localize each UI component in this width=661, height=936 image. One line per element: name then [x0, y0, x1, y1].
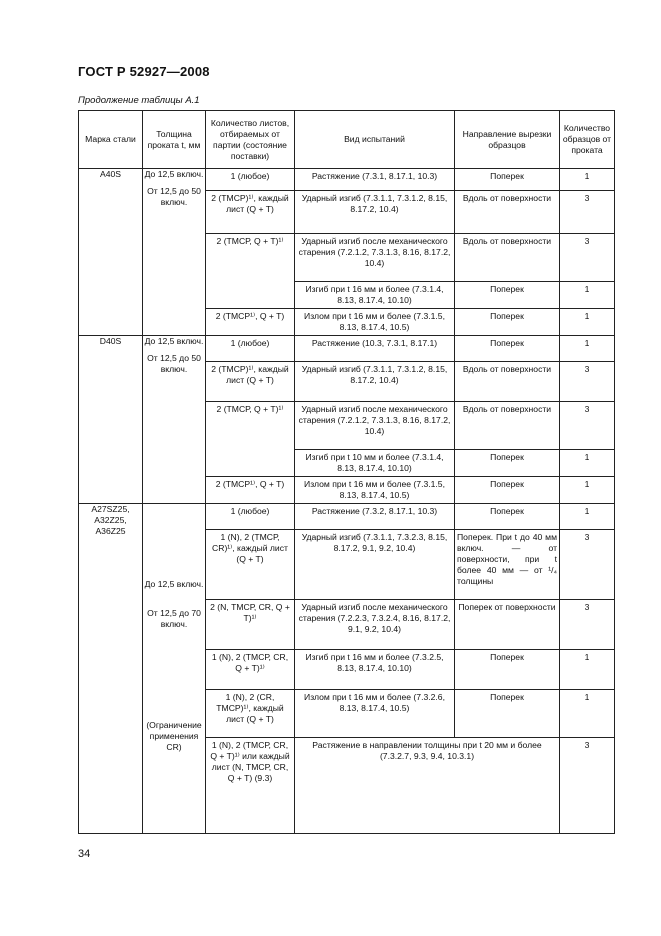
- qty-cell: 2 (ТМСР, Q + T)¹⁾: [206, 402, 295, 477]
- qty-cell: 1 (любое): [206, 336, 295, 362]
- direction-cell: Поперек: [455, 450, 560, 477]
- direction-cell: Поперек: [455, 650, 560, 690]
- count-cell: 3: [560, 191, 615, 234]
- direction-cell: Поперек от поверхности: [455, 600, 560, 650]
- test-cell: Ударный изгиб (7.3.1.1, 7.3.1.2, 8.15, 8.17.2, 10.4): [295, 191, 455, 234]
- table-row: [79, 504, 615, 530]
- col-header-qty: Количество листов, отбираемых от партии (состояние поставки): [206, 111, 295, 169]
- qty-cell: 2 (ТМСР¹⁾, Q + T): [206, 309, 295, 336]
- count-cell: 1: [560, 282, 615, 309]
- test-cell: Изгиб при t 16 мм и более (7.3.2.5, 8.13, 8.17.4, 10.10): [295, 650, 455, 690]
- grade-cell: A40S: [79, 169, 143, 336]
- col-header-test: Вид испытаний: [295, 111, 455, 169]
- table-caption: Продолжение таблицы А.1: [78, 95, 200, 106]
- thickness-cell: [143, 336, 206, 504]
- test-cell: Излом при t 16 мм и более (7.3.2.6, 8.13, 8.17.4, 10.5): [295, 690, 455, 738]
- direction-cell: Поперек. При t до 40 мм включ. — от поверхности, при t более 40 мм — от ¹/₄ толщины: [455, 530, 560, 600]
- count-cell: 3: [560, 738, 615, 834]
- table-header-row: [79, 111, 615, 169]
- sampling-table: [78, 110, 615, 834]
- direction-cell: Поперек: [455, 169, 560, 191]
- thickness-range: От 12,5 до 50 включ.: [147, 353, 201, 374]
- test-cell: Растяжение в направлении толщины при t 20 мм и более (7.3.2.7, 9.3, 9.4, 10.3.1): [295, 738, 560, 834]
- qty-cell: 2 (ТМСР, Q + T)¹⁾: [206, 234, 295, 309]
- qty-cell: 1 (любое): [206, 504, 295, 530]
- thickness-cell: [143, 169, 206, 336]
- test-cell: Ударный изгиб после механического старения (7.2.1.2, 7.3.1.3, 8.16, 8.17.2, 10.4): [295, 402, 455, 450]
- direction-cell: Поперек: [455, 504, 560, 530]
- qty-cell: 1 (любое): [206, 169, 295, 191]
- col-header-count: Количество образцов от проката: [560, 111, 615, 169]
- test-cell: Растяжение (10.3, 7.3.1, 8.17.1): [295, 336, 455, 362]
- count-cell: 1: [560, 504, 615, 530]
- test-cell: Ударный изгиб (7.3.1.1, 7.3.2.3, 8.15, 8.17.2, 9.1, 9.2, 10.4): [295, 530, 455, 600]
- count-cell: 1: [560, 650, 615, 690]
- qty-cell: 2 (ТМСР¹⁾, Q + T): [206, 477, 295, 504]
- qty-cell: 1 (N), 2 (ТМСР, CR, Q + T)¹⁾ или каждый лист (N, ТМСР, CR, Q + T) (9.3): [206, 738, 295, 834]
- direction-cell: Вдоль от поверхности: [455, 191, 560, 234]
- qty-cell: 2 (ТМСР)¹⁾, каждый лист (Q + T): [206, 191, 295, 234]
- count-cell: 3: [560, 402, 615, 450]
- test-cell: Излом при t 16 мм и более (7.3.1.5, 8.13, 8.17.4, 10.5): [295, 477, 455, 504]
- direction-cell: Поперек: [455, 690, 560, 738]
- count-cell: 3: [560, 530, 615, 600]
- count-cell: 3: [560, 600, 615, 650]
- count-cell: 1: [560, 477, 615, 504]
- direction-cell: Поперек: [455, 282, 560, 309]
- table-row: [79, 336, 615, 362]
- thickness-cell: [143, 504, 206, 834]
- col-header-thickness: Толщина проката t, мм: [143, 111, 206, 169]
- grade-cell: D40S: [79, 336, 143, 504]
- direction-cell: Поперек: [455, 309, 560, 336]
- direction-cell: Вдоль от поверхности: [455, 402, 560, 450]
- thickness-range: До 12,5 включ.: [144, 336, 204, 346]
- test-cell: Ударный изгиб после механического старения (7.2.1.2, 7.3.1.3, 8.16, 8.17.2, 10.4): [295, 234, 455, 282]
- test-cell: Излом при t 16 мм и более (7.3.1.5, 8.13, 8.17.4, 10.5): [295, 309, 455, 336]
- thickness-range: От 12,5 до 50 включ.: [147, 186, 201, 207]
- count-cell: 1: [560, 336, 615, 362]
- test-cell: Растяжение (7.3.1, 8.17.1, 10.3): [295, 169, 455, 191]
- thickness-range: До 12,5 включ.: [144, 578, 204, 589]
- qty-cell: 1 (N), 2 (CR, ТМСР)¹⁾, каждый лист (Q + T): [206, 690, 295, 738]
- thickness-range: До 12,5 включ.: [144, 169, 204, 179]
- count-cell: 3: [560, 362, 615, 402]
- document-title: ГОСТ Р 52927—2008: [78, 64, 210, 79]
- col-header-grade: Марка стали: [79, 111, 143, 169]
- direction-cell: Поперек: [455, 336, 560, 362]
- test-cell: Ударный изгиб после механического старения (7.2.2.3, 7.3.2.4, 8.16, 8.17.2, 9.1, 9.2, 10.4): [295, 600, 455, 650]
- thickness-range: От 12,5 до 70 включ.: [147, 607, 201, 629]
- thickness-note: (Ограничение применения CR): [146, 719, 202, 752]
- qty-cell: 2 (ТМСР)¹⁾, каждый лист (Q + T): [206, 362, 295, 402]
- grade-cell: A27SZ25, A32Z25, A36Z25: [79, 504, 143, 834]
- count-cell: 1: [560, 309, 615, 336]
- count-cell: 3: [560, 234, 615, 282]
- page-number: 34: [78, 848, 91, 860]
- count-cell: 1: [560, 169, 615, 191]
- col-header-direction: Направление вырезки образцов: [455, 111, 560, 169]
- qty-cell: 2 (N, ТМСР, CR, Q + T)¹⁾: [206, 600, 295, 650]
- qty-cell: 1 (N), 2 (ТМСР, CR, Q + T)¹⁾: [206, 650, 295, 690]
- direction-cell: Вдоль от поверхности: [455, 362, 560, 402]
- qty-cell: 1 (N), 2 (ТМСР, CR)¹⁾, каждый лист (Q + T): [206, 530, 295, 600]
- count-cell: 1: [560, 690, 615, 738]
- count-cell: 1: [560, 450, 615, 477]
- test-cell: Изгиб при t 10 мм и более (7.3.1.4, 8.13, 8.17.4, 10.10): [295, 450, 455, 477]
- table-row: [79, 169, 615, 191]
- direction-cell: Вдоль от поверхности: [455, 234, 560, 282]
- test-cell: Ударный изгиб (7.3.1.1, 7.3.1.2, 8.15, 8.17.2, 10.4): [295, 362, 455, 402]
- test-cell: Растяжение (7.3.2, 8.17.1, 10.3): [295, 504, 455, 530]
- direction-cell: Поперек: [455, 477, 560, 504]
- test-cell: Изгиб при t 16 мм и более (7.3.1.4, 8.13, 8.17.4, 10.10): [295, 282, 455, 309]
